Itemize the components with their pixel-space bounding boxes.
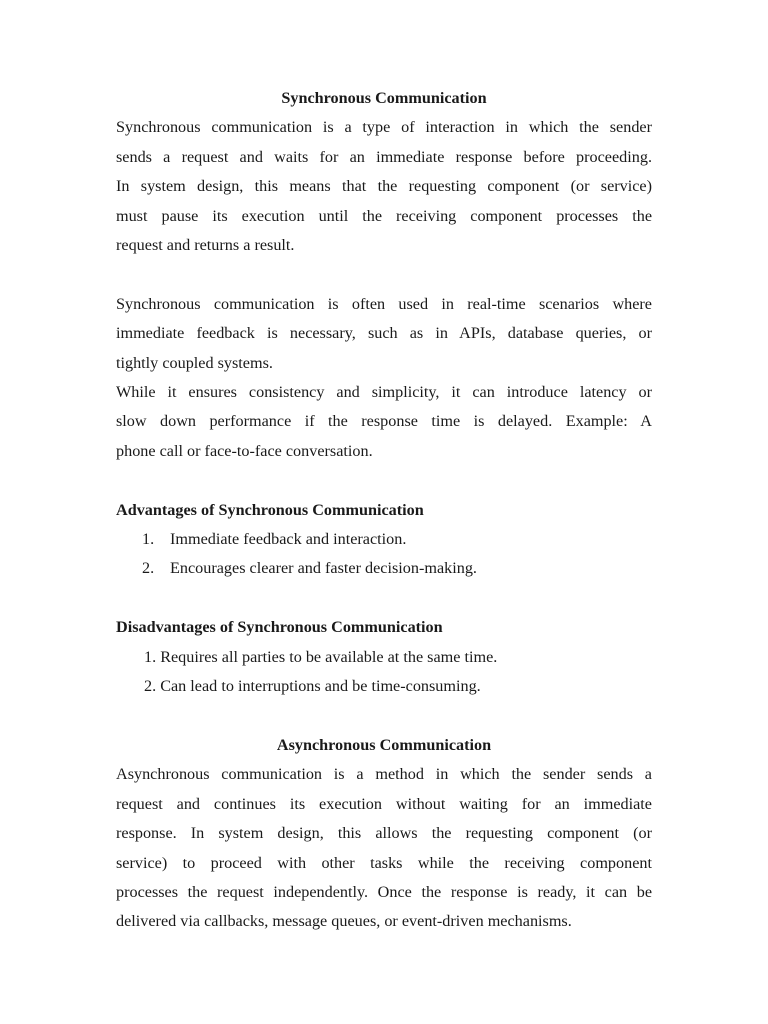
text-line: request and returns a result.: [116, 236, 295, 255]
text-line: processes the request independently. Once the response is ready, it can be: [116, 882, 652, 901]
sync-tradeoff-paragraph: [116, 378, 652, 466]
text-line: sends a request and waits for an immediate response before proceeding.: [116, 147, 652, 166]
text-line: phone call or face-to-face conversation.: [116, 441, 373, 460]
list-item: 2. Can lead to interruptions and be time-consuming.: [144, 677, 481, 696]
text-line: must pause its execution until the receiving component processes the: [116, 206, 652, 225]
text-line: request and continues its execution without waiting for an immediate: [116, 794, 652, 813]
text-line: Asynchronous communication is a method in which the sender sends a: [116, 765, 652, 784]
async-title: Asynchronous Communication: [276, 735, 492, 754]
list-item-text: Encourages clearer and faster decision-making.: [170, 559, 477, 578]
advantages-list: [116, 525, 652, 584]
text-line: Synchronous communication is a type of interaction in which the sender: [116, 118, 652, 137]
list-item-text: Immediate feedback and interaction.: [170, 530, 407, 549]
document-page: [116, 84, 652, 937]
list-item: 1. Requires all parties to be available at the same time.: [144, 647, 498, 666]
text-line: Synchronous communication is often used in real-time scenarios where: [116, 294, 652, 313]
text-line: response. In system design, this allows the requesting component (or: [116, 824, 652, 843]
async-intro-paragraph: [116, 760, 652, 936]
text-line: While it ensures consistency and simplicity, it can introduce latency or: [116, 383, 652, 402]
text-line: slow down performance if the response time is delayed. Example: A: [116, 412, 652, 431]
text-line: delivered via callbacks, message queues, or event-driven mechanisms.: [116, 912, 572, 931]
text-line: immediate feedback is necessary, such as in APIs, database queries, or: [116, 324, 652, 343]
disadvantages-list: [116, 643, 652, 702]
sync-usage-paragraph: [116, 290, 652, 378]
paragraph-gap: [116, 584, 652, 613]
paragraph-gap: [116, 260, 652, 289]
advantages-heading: Advantages of Synchronous Communication: [116, 500, 424, 519]
text-line: In system design, this means that the requesting component (or service): [116, 177, 652, 196]
text-line: tightly coupled systems.: [116, 353, 273, 372]
sync-intro-paragraph: [116, 113, 652, 260]
list-item: [116, 554, 652, 583]
paragraph-gap: [116, 701, 652, 730]
list-number: 1.: [142, 530, 155, 549]
list-number: 2.: [142, 559, 155, 578]
sync-title: Synchronous Communication: [281, 89, 487, 107]
list-item: [116, 525, 652, 554]
disadvantages-heading: Disadvantages of Synchronous Communication: [116, 618, 443, 637]
paragraph-gap: [116, 466, 652, 495]
text-line: service) to proceed with other tasks while the receiving component: [116, 853, 652, 872]
